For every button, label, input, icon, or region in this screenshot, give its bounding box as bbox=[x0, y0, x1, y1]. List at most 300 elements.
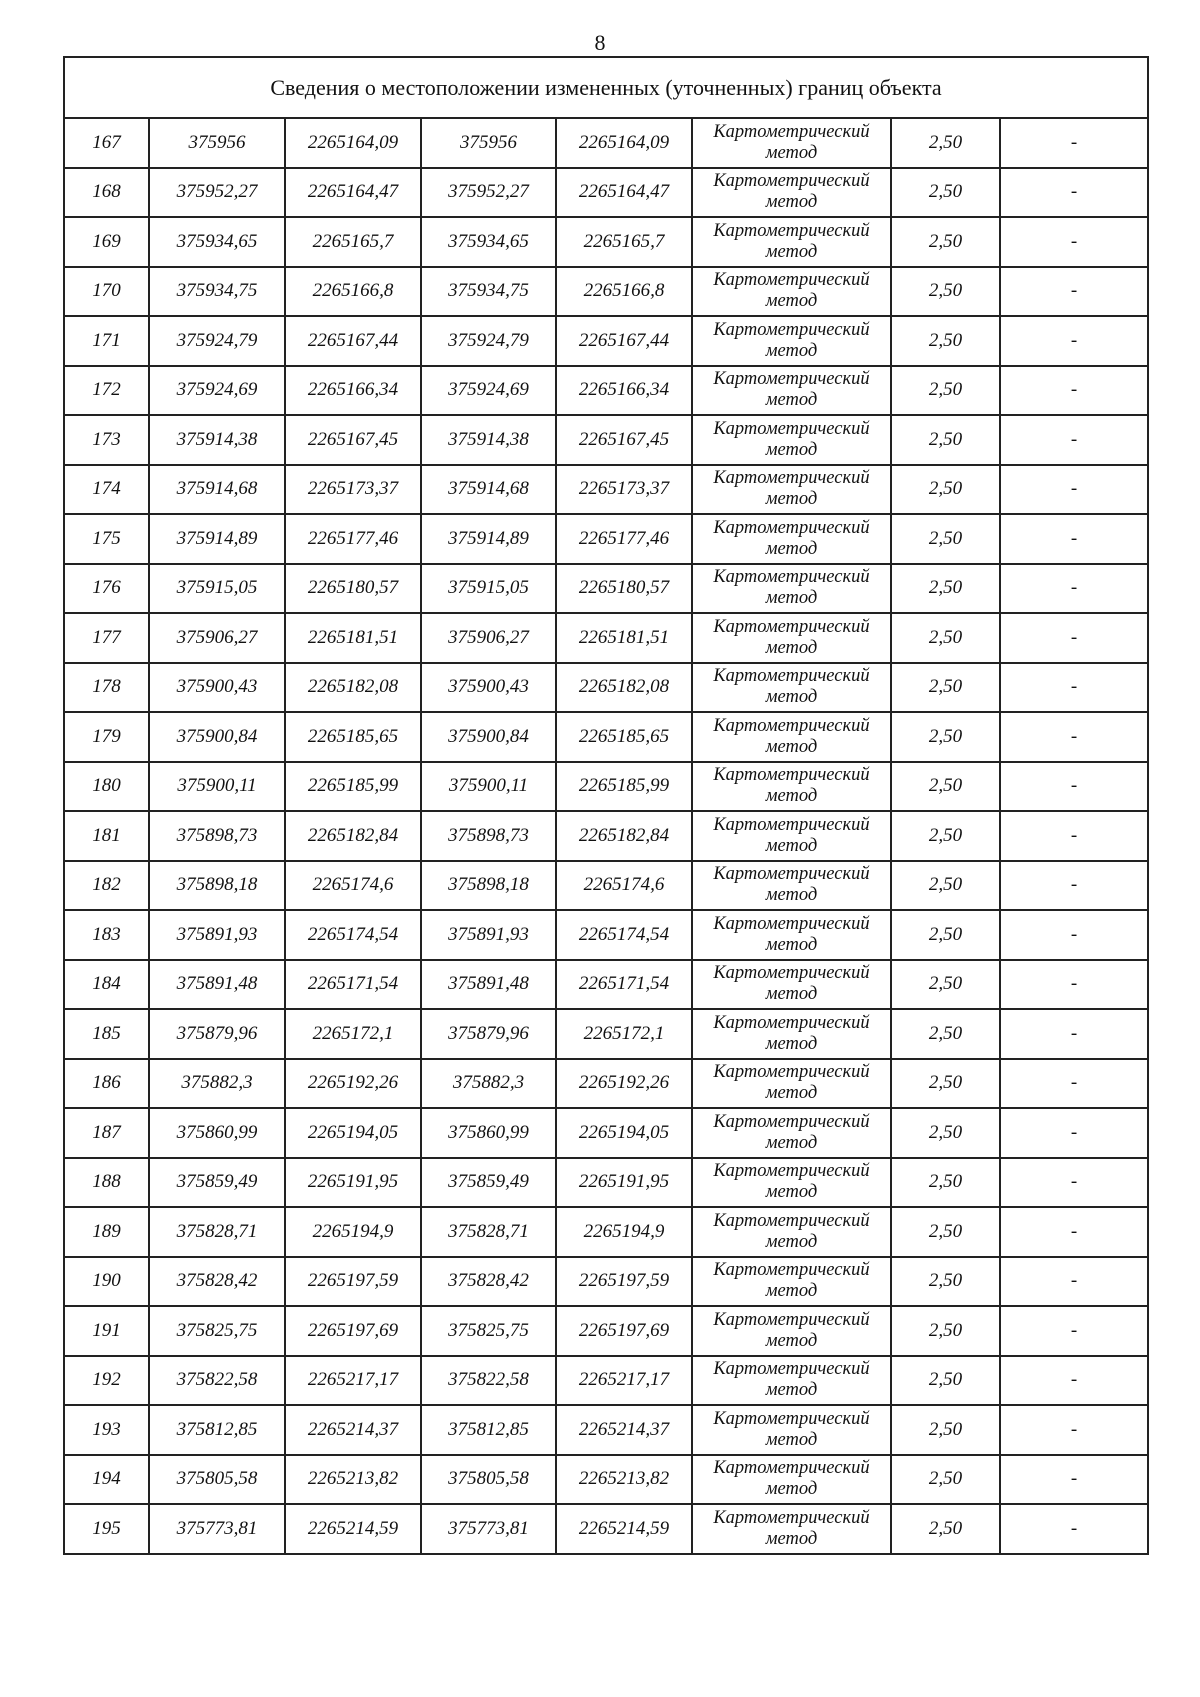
note-cell: - bbox=[1000, 1306, 1148, 1356]
note-cell: - bbox=[1000, 514, 1148, 564]
method-line-2: метод bbox=[765, 538, 818, 559]
old-x-cell: 375879,96 bbox=[149, 1009, 285, 1059]
table-row bbox=[64, 1257, 1148, 1307]
old-x-cell: 375828,71 bbox=[149, 1207, 285, 1257]
method-line-1: Картометрический bbox=[713, 913, 870, 934]
point-number-cell: 181 bbox=[64, 811, 149, 861]
method-cell bbox=[692, 514, 891, 564]
new-y-cell: 2265194,05 bbox=[556, 1108, 692, 1158]
new-x-cell: 375898,73 bbox=[421, 811, 556, 861]
method-line-1: Картометрический bbox=[713, 1408, 870, 1429]
method-line-2: метод bbox=[765, 1132, 818, 1153]
old-x-cell: 375915,05 bbox=[149, 564, 285, 614]
old-y-cell: 2265185,65 bbox=[285, 712, 421, 762]
method-line-1: Картометрический bbox=[713, 1507, 870, 1528]
accuracy-cell: 2,50 bbox=[891, 366, 1000, 416]
method-line-1: Картометрический bbox=[713, 1062, 870, 1083]
note-cell: - bbox=[1000, 1158, 1148, 1208]
method-line-1: Картометрический bbox=[713, 666, 870, 687]
new-y-cell: 2265174,54 bbox=[556, 910, 692, 960]
old-y-cell: 2265213,82 bbox=[285, 1455, 421, 1505]
method-line-2: метод bbox=[765, 687, 818, 708]
old-y-cell: 2265166,34 bbox=[285, 366, 421, 416]
new-y-cell: 2265177,46 bbox=[556, 514, 692, 564]
new-x-cell: 375891,48 bbox=[421, 960, 556, 1010]
new-y-cell: 2265165,7 bbox=[556, 217, 692, 267]
new-y-cell: 2265214,59 bbox=[556, 1504, 692, 1554]
table-row bbox=[64, 168, 1148, 218]
new-y-cell: 2265192,26 bbox=[556, 1059, 692, 1109]
new-x-cell: 375879,96 bbox=[421, 1009, 556, 1059]
old-x-cell: 375906,27 bbox=[149, 613, 285, 663]
method-cell bbox=[692, 762, 891, 812]
new-y-cell: 2265197,59 bbox=[556, 1257, 692, 1307]
table-row bbox=[64, 217, 1148, 267]
accuracy-cell: 2,50 bbox=[891, 910, 1000, 960]
method-line-2: метод bbox=[765, 1281, 818, 1302]
new-y-cell: 2265173,37 bbox=[556, 465, 692, 515]
old-y-cell: 2265167,44 bbox=[285, 316, 421, 366]
old-x-cell: 375812,85 bbox=[149, 1405, 285, 1455]
old-y-cell: 2265167,45 bbox=[285, 415, 421, 465]
note-cell: - bbox=[1000, 564, 1148, 614]
point-number-cell: 173 bbox=[64, 415, 149, 465]
accuracy-cell: 2,50 bbox=[891, 1059, 1000, 1109]
new-x-cell: 375900,11 bbox=[421, 762, 556, 812]
accuracy-cell: 2,50 bbox=[891, 1306, 1000, 1356]
note-cell: - bbox=[1000, 217, 1148, 267]
accuracy-cell: 2,50 bbox=[891, 1158, 1000, 1208]
new-x-cell: 375773,81 bbox=[421, 1504, 556, 1554]
new-x-cell: 375914,68 bbox=[421, 465, 556, 515]
method-line-1: Картометрический bbox=[713, 616, 870, 637]
accuracy-cell: 2,50 bbox=[891, 762, 1000, 812]
accuracy-cell: 2,50 bbox=[891, 613, 1000, 663]
old-y-cell: 2265182,08 bbox=[285, 663, 421, 713]
table-row bbox=[64, 415, 1148, 465]
accuracy-cell: 2,50 bbox=[891, 1455, 1000, 1505]
accuracy-cell: 2,50 bbox=[891, 465, 1000, 515]
table-row bbox=[64, 613, 1148, 663]
old-y-cell: 2265174,54 bbox=[285, 910, 421, 960]
table-row bbox=[64, 514, 1148, 564]
method-line-2: метод bbox=[765, 1182, 818, 1203]
method-cell bbox=[692, 1059, 891, 1109]
point-number-cell: 171 bbox=[64, 316, 149, 366]
old-x-cell: 375860,99 bbox=[149, 1108, 285, 1158]
note-cell: - bbox=[1000, 415, 1148, 465]
new-y-cell: 2265164,09 bbox=[556, 118, 692, 168]
new-x-cell: 375900,43 bbox=[421, 663, 556, 713]
note-cell: - bbox=[1000, 465, 1148, 515]
method-line-1: Картометрический bbox=[713, 1359, 870, 1380]
old-x-cell: 375934,75 bbox=[149, 267, 285, 317]
note-cell: - bbox=[1000, 1108, 1148, 1158]
old-y-cell: 2265173,37 bbox=[285, 465, 421, 515]
accuracy-cell: 2,50 bbox=[891, 1356, 1000, 1406]
old-y-cell: 2265192,26 bbox=[285, 1059, 421, 1109]
table-row bbox=[64, 118, 1148, 168]
table-row bbox=[64, 960, 1148, 1010]
new-x-cell: 375952,27 bbox=[421, 168, 556, 218]
method-cell bbox=[692, 1108, 891, 1158]
method-line-2: метод bbox=[765, 1528, 818, 1549]
old-y-cell: 2265194,05 bbox=[285, 1108, 421, 1158]
table-row bbox=[64, 811, 1148, 861]
method-cell bbox=[692, 1306, 891, 1356]
new-y-cell: 2265185,99 bbox=[556, 762, 692, 812]
point-number-cell: 188 bbox=[64, 1158, 149, 1208]
new-y-cell: 2265167,44 bbox=[556, 316, 692, 366]
point-number-cell: 169 bbox=[64, 217, 149, 267]
point-number-cell: 183 bbox=[64, 910, 149, 960]
old-x-cell: 375898,18 bbox=[149, 861, 285, 911]
method-line-1: Картометрический bbox=[713, 1210, 870, 1231]
note-cell: - bbox=[1000, 1207, 1148, 1257]
method-cell bbox=[692, 465, 891, 515]
old-x-cell: 375828,42 bbox=[149, 1257, 285, 1307]
new-x-cell: 375914,38 bbox=[421, 415, 556, 465]
old-y-cell: 2265180,57 bbox=[285, 564, 421, 614]
method-line-1: Картометрический bbox=[713, 468, 870, 489]
accuracy-cell: 2,50 bbox=[891, 217, 1000, 267]
accuracy-cell: 2,50 bbox=[891, 811, 1000, 861]
table-row bbox=[64, 663, 1148, 713]
old-y-cell: 2265177,46 bbox=[285, 514, 421, 564]
note-cell: - bbox=[1000, 1009, 1148, 1059]
new-y-cell: 2265167,45 bbox=[556, 415, 692, 465]
method-line-2: метод bbox=[765, 439, 818, 460]
table-row bbox=[64, 1306, 1148, 1356]
old-x-cell: 375914,68 bbox=[149, 465, 285, 515]
new-y-cell: 2265197,69 bbox=[556, 1306, 692, 1356]
new-y-cell: 2265214,37 bbox=[556, 1405, 692, 1455]
old-y-cell: 2265191,95 bbox=[285, 1158, 421, 1208]
method-line-1: Картометрический bbox=[713, 963, 870, 984]
method-line-2: метод bbox=[765, 390, 818, 411]
table-row bbox=[64, 1455, 1148, 1505]
new-x-cell: 375914,89 bbox=[421, 514, 556, 564]
method-line-2: метод bbox=[765, 192, 818, 213]
new-y-cell: 2265172,1 bbox=[556, 1009, 692, 1059]
table-row bbox=[64, 861, 1148, 911]
method-line-2: метод bbox=[765, 1380, 818, 1401]
old-y-cell: 2265197,59 bbox=[285, 1257, 421, 1307]
new-y-cell: 2265180,57 bbox=[556, 564, 692, 614]
old-x-cell: 375924,79 bbox=[149, 316, 285, 366]
old-x-cell: 375914,38 bbox=[149, 415, 285, 465]
new-x-cell: 375934,75 bbox=[421, 267, 556, 317]
note-cell: - bbox=[1000, 712, 1148, 762]
method-cell bbox=[692, 663, 891, 713]
old-x-cell: 375900,43 bbox=[149, 663, 285, 713]
method-cell bbox=[692, 415, 891, 465]
point-number-cell: 174 bbox=[64, 465, 149, 515]
new-y-cell: 2265185,65 bbox=[556, 712, 692, 762]
accuracy-cell: 2,50 bbox=[891, 415, 1000, 465]
point-number-cell: 185 bbox=[64, 1009, 149, 1059]
accuracy-cell: 2,50 bbox=[891, 861, 1000, 911]
new-x-cell: 375859,49 bbox=[421, 1158, 556, 1208]
old-y-cell: 2265181,51 bbox=[285, 613, 421, 663]
new-y-cell: 2265166,8 bbox=[556, 267, 692, 317]
old-x-cell: 375900,84 bbox=[149, 712, 285, 762]
method-cell bbox=[692, 811, 891, 861]
point-number-cell: 179 bbox=[64, 712, 149, 762]
point-number-cell: 192 bbox=[64, 1356, 149, 1406]
table-row bbox=[64, 762, 1148, 812]
method-cell bbox=[692, 910, 891, 960]
old-y-cell: 2265214,59 bbox=[285, 1504, 421, 1554]
old-y-cell: 2265217,17 bbox=[285, 1356, 421, 1406]
new-y-cell: 2265171,54 bbox=[556, 960, 692, 1010]
new-x-cell: 375924,79 bbox=[421, 316, 556, 366]
new-x-cell: 375891,93 bbox=[421, 910, 556, 960]
new-x-cell: 375828,71 bbox=[421, 1207, 556, 1257]
note-cell: - bbox=[1000, 613, 1148, 663]
old-x-cell: 375952,27 bbox=[149, 168, 285, 218]
note-cell: - bbox=[1000, 762, 1148, 812]
method-line-2: метод bbox=[765, 835, 818, 856]
old-y-cell: 2265214,37 bbox=[285, 1405, 421, 1455]
accuracy-cell: 2,50 bbox=[891, 1009, 1000, 1059]
method-line-1: Картометрический bbox=[713, 1012, 870, 1033]
old-y-cell: 2265166,8 bbox=[285, 267, 421, 317]
old-y-cell: 2265185,99 bbox=[285, 762, 421, 812]
table-row bbox=[64, 1059, 1148, 1109]
method-line-2: метод bbox=[765, 1083, 818, 1104]
old-x-cell: 375822,58 bbox=[149, 1356, 285, 1406]
note-cell: - bbox=[1000, 267, 1148, 317]
old-x-cell: 375934,65 bbox=[149, 217, 285, 267]
method-line-2: метод bbox=[765, 489, 818, 510]
new-y-cell: 2265217,17 bbox=[556, 1356, 692, 1406]
method-cell bbox=[692, 960, 891, 1010]
table-row bbox=[64, 1356, 1148, 1406]
note-cell: - bbox=[1000, 861, 1148, 911]
old-x-cell: 375882,3 bbox=[149, 1059, 285, 1109]
accuracy-cell: 2,50 bbox=[891, 1207, 1000, 1257]
point-number-cell: 191 bbox=[64, 1306, 149, 1356]
old-y-cell: 2265165,7 bbox=[285, 217, 421, 267]
method-cell bbox=[692, 168, 891, 218]
old-x-cell: 375914,89 bbox=[149, 514, 285, 564]
note-cell: - bbox=[1000, 960, 1148, 1010]
method-cell bbox=[692, 564, 891, 614]
table-row bbox=[64, 1504, 1148, 1554]
method-line-1: Картометрический bbox=[713, 121, 870, 142]
point-number-cell: 190 bbox=[64, 1257, 149, 1307]
method-cell bbox=[692, 217, 891, 267]
method-line-1: Картометрический bbox=[713, 567, 870, 588]
table-row bbox=[64, 564, 1148, 614]
method-cell bbox=[692, 1009, 891, 1059]
old-x-cell: 375924,69 bbox=[149, 366, 285, 416]
old-y-cell: 2265164,09 bbox=[285, 118, 421, 168]
point-number-cell: 182 bbox=[64, 861, 149, 911]
new-y-cell: 2265181,51 bbox=[556, 613, 692, 663]
new-y-cell: 2265182,84 bbox=[556, 811, 692, 861]
note-cell: - bbox=[1000, 811, 1148, 861]
method-line-1: Картометрический bbox=[713, 171, 870, 192]
method-cell bbox=[692, 1158, 891, 1208]
method-line-2: метод bbox=[765, 1429, 818, 1450]
point-number-cell: 168 bbox=[64, 168, 149, 218]
method-line-2: метод bbox=[765, 1033, 818, 1054]
method-line-2: метод bbox=[765, 637, 818, 658]
old-x-cell: 375805,58 bbox=[149, 1455, 285, 1505]
table-caption-row bbox=[64, 57, 1148, 118]
point-number-cell: 172 bbox=[64, 366, 149, 416]
new-y-cell: 2265174,6 bbox=[556, 861, 692, 911]
note-cell: - bbox=[1000, 1405, 1148, 1455]
note-cell: - bbox=[1000, 910, 1148, 960]
note-cell: - bbox=[1000, 1504, 1148, 1554]
note-cell: - bbox=[1000, 1059, 1148, 1109]
point-number-cell: 176 bbox=[64, 564, 149, 614]
accuracy-cell: 2,50 bbox=[891, 118, 1000, 168]
point-number-cell: 195 bbox=[64, 1504, 149, 1554]
accuracy-cell: 2,50 bbox=[891, 316, 1000, 366]
point-number-cell: 167 bbox=[64, 118, 149, 168]
accuracy-cell: 2,50 bbox=[891, 1257, 1000, 1307]
point-number-cell: 170 bbox=[64, 267, 149, 317]
point-number-cell: 184 bbox=[64, 960, 149, 1010]
new-x-cell: 375924,69 bbox=[421, 366, 556, 416]
old-x-cell: 375825,75 bbox=[149, 1306, 285, 1356]
old-x-cell: 375773,81 bbox=[149, 1504, 285, 1554]
accuracy-cell: 2,50 bbox=[891, 663, 1000, 713]
note-cell: - bbox=[1000, 1257, 1148, 1307]
note-cell: - bbox=[1000, 168, 1148, 218]
table-row bbox=[64, 366, 1148, 416]
old-y-cell: 2265171,54 bbox=[285, 960, 421, 1010]
method-line-2: метод bbox=[765, 340, 818, 361]
point-number-cell: 187 bbox=[64, 1108, 149, 1158]
method-line-1: Картометрический bbox=[713, 1111, 870, 1132]
old-x-cell: 375900,11 bbox=[149, 762, 285, 812]
method-line-2: метод bbox=[765, 241, 818, 262]
method-line-2: метод bbox=[765, 1330, 818, 1351]
table-row bbox=[64, 910, 1148, 960]
old-y-cell: 2265174,6 bbox=[285, 861, 421, 911]
point-number-cell: 177 bbox=[64, 613, 149, 663]
new-x-cell: 375860,99 bbox=[421, 1108, 556, 1158]
method-line-2: метод bbox=[765, 984, 818, 1005]
new-y-cell: 2265182,08 bbox=[556, 663, 692, 713]
new-x-cell: 375825,75 bbox=[421, 1306, 556, 1356]
new-y-cell: 2265191,95 bbox=[556, 1158, 692, 1208]
new-x-cell: 375915,05 bbox=[421, 564, 556, 614]
point-number-cell: 189 bbox=[64, 1207, 149, 1257]
point-number-cell: 178 bbox=[64, 663, 149, 713]
note-cell: - bbox=[1000, 663, 1148, 713]
table-row bbox=[64, 1009, 1148, 1059]
new-x-cell: 375900,84 bbox=[421, 712, 556, 762]
point-number-cell: 186 bbox=[64, 1059, 149, 1109]
new-x-cell: 375956 bbox=[421, 118, 556, 168]
method-line-1: Картометрический bbox=[713, 814, 870, 835]
new-x-cell: 375828,42 bbox=[421, 1257, 556, 1307]
point-number-cell: 194 bbox=[64, 1455, 149, 1505]
method-cell bbox=[692, 1405, 891, 1455]
new-x-cell: 375898,18 bbox=[421, 861, 556, 911]
method-line-1: Картометрический bbox=[713, 418, 870, 439]
accuracy-cell: 2,50 bbox=[891, 1108, 1000, 1158]
accuracy-cell: 2,50 bbox=[891, 1405, 1000, 1455]
page-number: 8 bbox=[594, 30, 606, 55]
old-y-cell: 2265197,69 bbox=[285, 1306, 421, 1356]
new-y-cell: 2265194,9 bbox=[556, 1207, 692, 1257]
note-cell: - bbox=[1000, 118, 1148, 168]
method-line-1: Картометрический bbox=[713, 319, 870, 340]
method-cell bbox=[692, 316, 891, 366]
table-row bbox=[64, 1207, 1148, 1257]
point-number-cell: 193 bbox=[64, 1405, 149, 1455]
old-x-cell: 375898,73 bbox=[149, 811, 285, 861]
method-cell bbox=[692, 613, 891, 663]
table-caption: Сведения о местоположении измененных (уточненных) границ объекта bbox=[64, 57, 1148, 118]
new-x-cell: 375812,85 bbox=[421, 1405, 556, 1455]
new-y-cell: 2265213,82 bbox=[556, 1455, 692, 1505]
table-row bbox=[64, 1405, 1148, 1455]
method-line-2: метод bbox=[765, 1479, 818, 1500]
new-x-cell: 375906,27 bbox=[421, 613, 556, 663]
accuracy-cell: 2,50 bbox=[891, 960, 1000, 1010]
method-line-1: Картометрический bbox=[713, 517, 870, 538]
method-line-2: метод bbox=[765, 142, 818, 163]
new-y-cell: 2265166,34 bbox=[556, 366, 692, 416]
table-row bbox=[64, 1158, 1148, 1208]
method-line-1: Картометрический bbox=[713, 765, 870, 786]
method-line-2: метод bbox=[765, 588, 818, 609]
method-line-1: Картометрический bbox=[713, 864, 870, 885]
method-line-2: метод bbox=[765, 934, 818, 955]
method-cell bbox=[692, 267, 891, 317]
accuracy-cell: 2,50 bbox=[891, 712, 1000, 762]
note-cell: - bbox=[1000, 1356, 1148, 1406]
new-x-cell: 375882,3 bbox=[421, 1059, 556, 1109]
accuracy-cell: 2,50 bbox=[891, 168, 1000, 218]
method-line-1: Картометрический bbox=[713, 220, 870, 241]
new-x-cell: 375805,58 bbox=[421, 1455, 556, 1505]
method-line-1: Картометрический bbox=[713, 369, 870, 390]
method-line-2: метод bbox=[765, 736, 818, 757]
table-row bbox=[64, 316, 1148, 366]
old-x-cell: 375891,93 bbox=[149, 910, 285, 960]
new-y-cell: 2265164,47 bbox=[556, 168, 692, 218]
method-line-1: Картометрический bbox=[713, 270, 870, 291]
point-number-cell: 180 bbox=[64, 762, 149, 812]
method-cell bbox=[692, 861, 891, 911]
method-cell bbox=[692, 1356, 891, 1406]
table-row bbox=[64, 465, 1148, 515]
method-cell bbox=[692, 1504, 891, 1554]
method-line-2: метод bbox=[765, 1231, 818, 1252]
old-x-cell: 375956 bbox=[149, 118, 285, 168]
table-row bbox=[64, 712, 1148, 762]
table-row bbox=[64, 1108, 1148, 1158]
new-x-cell: 375822,58 bbox=[421, 1356, 556, 1406]
method-cell bbox=[692, 1207, 891, 1257]
old-y-cell: 2265194,9 bbox=[285, 1207, 421, 1257]
point-number-cell: 175 bbox=[64, 514, 149, 564]
method-line-1: Картометрический bbox=[713, 1161, 870, 1182]
method-cell bbox=[692, 1455, 891, 1505]
method-line-2: метод bbox=[765, 885, 818, 906]
method-line-1: Картометрический bbox=[713, 1309, 870, 1330]
method-line-1: Картометрический bbox=[713, 1458, 870, 1479]
